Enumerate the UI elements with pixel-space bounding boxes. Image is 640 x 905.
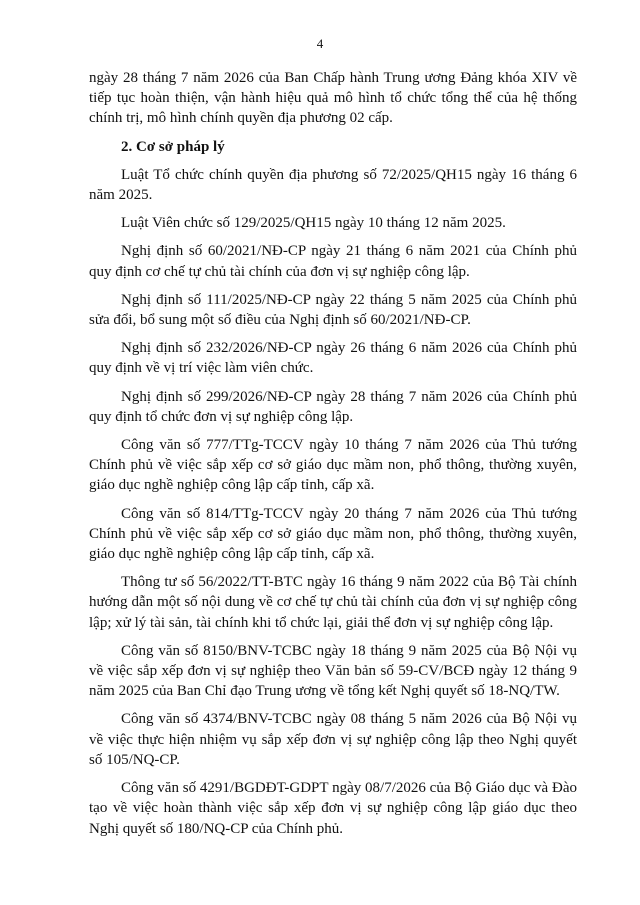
legal-basis-item: Luật Viên chức số 129/2025/QH15 ngày 10 tháng 12 năm 2025. — [121, 215, 506, 232]
legal-basis-item: Công văn số 4291/BGDĐT-GDPT ngày 08/7/2026 của Bộ Giáo dục và Đào tạo về việc hoàn thành việc sắp xếp đơn vị sự nghiệp công lập giáo dục theo Nghị quyết số 180/NQ-CP của Chính phủ. — [89, 780, 577, 837]
legal-basis-item: Nghị định số 60/2021/NĐ-CP ngày 21 tháng 6 năm 2021 của Chính phủ quy định cơ chế tự chủ tài chính của đơn vị sự nghiệp công lập. — [89, 243, 577, 280]
legal-basis-item: Luật Tổ chức chính quyền địa phương số 72/2025/QH15 ngày 16 tháng 6 năm 2025. — [89, 166, 577, 204]
legal-basis-item: Nghị định số 232/2026/NĐ-CP ngày 26 tháng 6 năm 2026 của Chính phủ quy định về vị trí việc làm viên chức. — [89, 340, 577, 377]
document-body — [89, 68, 577, 847]
legal-basis-item: Thông tư số 56/2022/TT-BTC ngày 16 tháng 9 năm 2022 của Bộ Tài chính hướng dẫn một số nội dung về cơ chế tự chủ tài chính của đơn vị sự nghiệp công lập; xử lý tài sản, tài chính khi tổ chức lại, giải thể đơn vị sự nghiệp công lập. — [89, 574, 577, 631]
legal-basis-item: Nghị định số 299/2026/NĐ-CP ngày 28 tháng 7 năm 2026 của Chính phủ quy định tổ chức đơn vị sự nghiệp công lập. — [89, 388, 577, 425]
legal-basis-item: Công văn số 777/TTg-TCCV ngày 10 tháng 7 năm 2026 của Thủ tướng Chính phủ về việc sắp xếp cơ sở giáo dục mầm non, phổ thông, thường xuyên, giáo dục nghề nghiệp công lập cấp tỉnh, cấp xã. — [89, 437, 577, 494]
legal-basis-item: Công văn số 814/TTg-TCCV ngày 20 tháng 7 năm 2026 của Thủ tướng Chính phủ về việc sắp xếp cơ sở giáo dục mầm non, phổ thông, thường xuyên, giáo dục nghề nghiệp công lập cấp tỉnh, cấp xã. — [89, 505, 577, 563]
section-heading: 2. Cơ sở pháp lý — [121, 138, 225, 155]
legal-basis-item: Nghị định số 111/2025/NĐ-CP ngày 22 tháng 5 năm 2025 của Chính phủ sửa đổi, bổ sung một số điều của Nghị định số 60/2021/NĐ-CP. — [89, 291, 577, 329]
page-number: 4 — [316, 36, 324, 51]
legal-basis-item: Công văn số 4374/BNV-TCBC ngày 08 tháng 5 năm 2026 của Bộ Nội vụ về việc thực hiện nhiệm vụ sắp xếp đơn vị sự nghiệp công lập theo Nghị quyết số 105/NQ-CP. — [89, 711, 577, 768]
intro-paragraph: ngày 28 tháng 7 năm 2026 của Ban Chấp hành Trung ương Đảng khóa XIV về tiếp tục hoàn thiện, vận hành hiệu quả mô hình tổ chức tổng thể của hệ thống chính trị, mô hình chính quyền địa phương 02 cấp. — [89, 70, 577, 127]
legal-basis-item: Công văn số 8150/BNV-TCBC ngày 18 tháng 9 năm 2025 của Bộ Nội vụ về việc sắp xếp đơn vị sự nghiệp theo Văn bản số 59-CV/BCĐ ngày 12 tháng 9 năm 2025 của Ban Chỉ đạo Trung ương về tổng kết Nghị quyết số 18-NQ/TW. — [89, 642, 577, 700]
